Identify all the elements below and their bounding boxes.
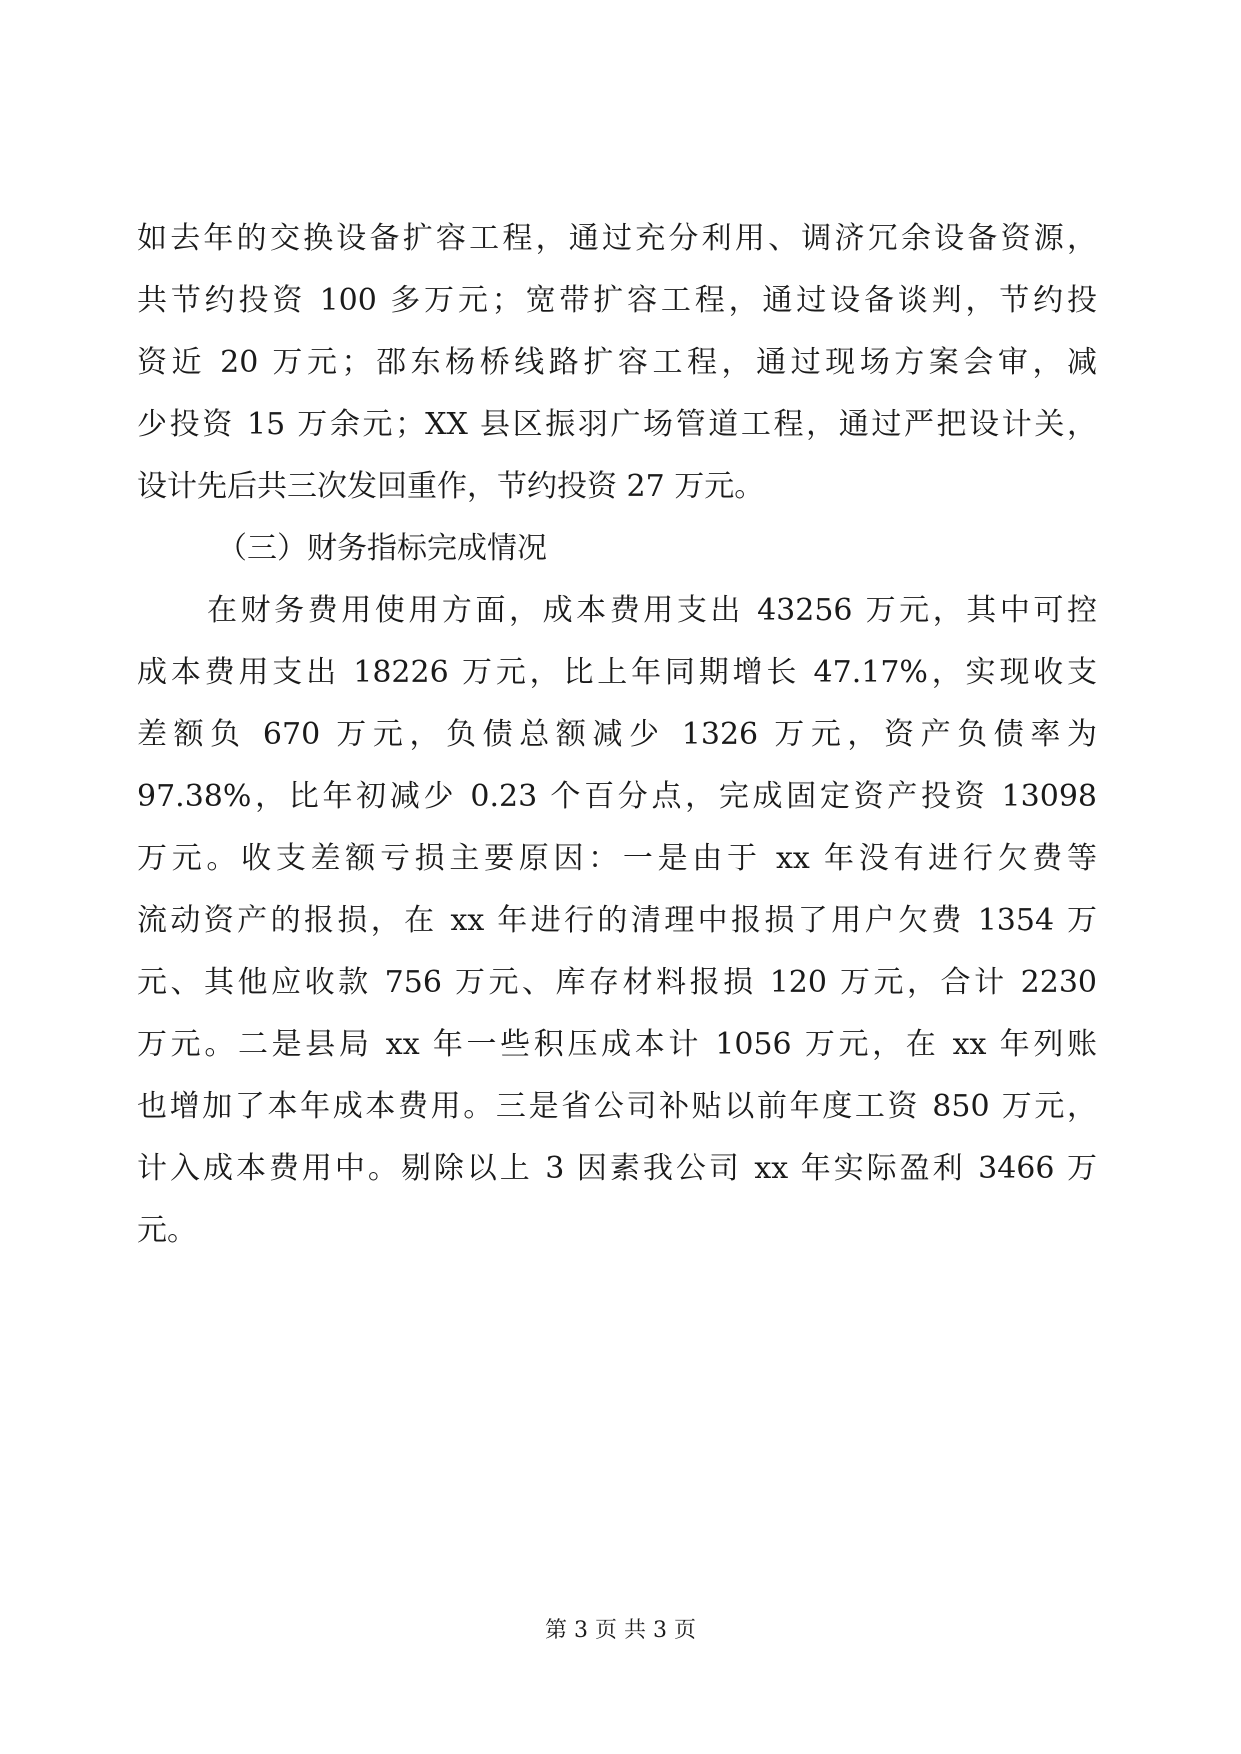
paragraph-investment-savings: [137, 208, 1097, 518]
paragraph-line: 万元。收支差额亏损主要原因：一是由于 xx 年没有进行欠费等: [137, 841, 1097, 876]
paragraph-line: 计入成本费用中。剔除以上 3 因素我公司 xx 年实际盈利 3466 万: [137, 1151, 1097, 1186]
paragraph-line: 流动资产的报损，在 xx 年进行的清理中报损了用户欠费 1354 万: [137, 903, 1097, 938]
page-footer: [0, 1616, 1241, 1646]
paragraph-line: 元。: [137, 1213, 197, 1248]
paragraph-financial-indicators: [137, 580, 1097, 1262]
section-heading: （三）财务指标完成情况: [217, 531, 547, 566]
paragraph-line: 如去年的交换设备扩容工程，通过充分利用、调济冗余设备资源，: [137, 221, 1097, 256]
paragraph-line: 成本费用支出 18226 万元，比上年同期增长 47.17%，实现收支: [137, 655, 1097, 690]
paragraph-line: 差额负 670 万元，负债总额减少 1326 万元，资产负债率为: [137, 717, 1097, 752]
paragraph-line: 97.38%，比年初减少 0.23 个百分点，完成固定资产投资 13098: [137, 779, 1097, 814]
page-number: 第 3 页 共 3 页: [545, 1618, 696, 1643]
paragraph-line: 少投资 15 万余元；XX 县区振羽广场管道工程，通过严把设计关，: [137, 407, 1097, 442]
paragraph-line: 设计先后共三次发回重作，节约投资 27 万元。: [137, 469, 765, 504]
paragraph-line: 万元。二是县局 xx 年一些积压成本计 1056 万元，在 xx 年列账: [137, 1027, 1097, 1062]
document-body: [137, 208, 1097, 1262]
paragraph-line: 在财务费用使用方面，成本费用支出 43256 万元，其中可控: [207, 593, 1097, 628]
paragraph-line: 共节约投资 100 多万元；宽带扩容工程，通过设备谈判，节约投: [137, 283, 1097, 318]
paragraph-line: 也增加了本年成本费用。三是省公司补贴以前年度工资 850 万元，: [137, 1089, 1097, 1124]
paragraph-line: 资近 20 万元；邵东杨桥线路扩容工程，通过现场方案会审，减: [137, 345, 1097, 380]
paragraph-line: 元、其他应收款 756 万元、库存材料报损 120 万元，合计 2230: [137, 965, 1097, 1000]
